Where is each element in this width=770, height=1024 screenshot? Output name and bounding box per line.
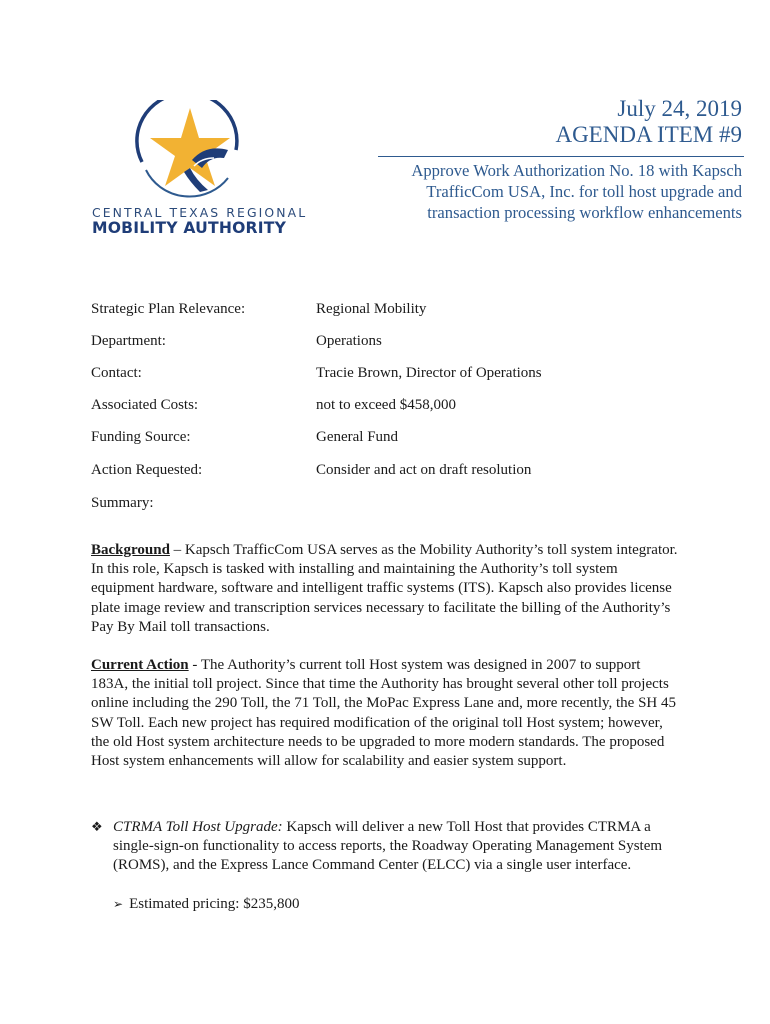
info-label: Associated Costs:	[91, 397, 199, 413]
logo-text-line2: MOBILITY AUTHORITY	[92, 219, 287, 237]
info-label: Strategic Plan Relevance:	[91, 301, 246, 317]
info-value: Tracie Brown, Director of Operations	[316, 365, 542, 381]
background-separator: –	[169, 542, 185, 558]
current-action-text: The Authority’s current toll Host system was designed in 2007 to support 183A, the initial toll project. Since that time the Authority has brought several other toll projects online including the 290 Toll, the 71 Toll, the MoPac Express Lane and, more recently, the SH 45 SW Toll. Each new project has required modification of the original toll Host system; however, the old Host system architecture needs to be upgraded to more modern standards. The proposed Host system enhancements will allow for scalability and easier system support.	[91, 657, 677, 770]
mobility-authority-logo	[92, 100, 308, 240]
info-value: General Fund	[316, 429, 399, 445]
info-label: Department:	[91, 333, 166, 349]
info-value: not to exceed $458,000	[316, 397, 456, 413]
info-label: Contact:	[91, 365, 142, 381]
info-row-strategic-plan	[91, 301, 751, 321]
info-row-contact	[91, 365, 751, 385]
diamond-bullet-icon: ❖	[91, 820, 103, 835]
bullet-body: Kapsch will deliver a new Toll Host that provides CTRMA a single-sign-on functionality to access reports, the Roadway Operating Management System (ROMS), and the Express Lance Command Center (ELCC) via a single user interface.	[113, 819, 663, 874]
current-action-separator: -	[188, 657, 201, 673]
sub-bullet-text: Estimated pricing: $235,800	[129, 896, 300, 912]
bullet-lead: CTRMA Toll Host Upgrade:	[113, 819, 283, 835]
info-row-action-requested	[91, 462, 751, 482]
info-label: Action Requested:	[91, 462, 203, 478]
estimated-pricing-sub-bullet	[113, 895, 299, 914]
info-value: Consider and act on draft resolution	[316, 462, 532, 478]
agenda-item-title: Approve Work Authorization No. 18 with Kapsch TrafficCom USA, Inc. for toll host upgrade and transaction processing workflow enhancements	[411, 161, 742, 222]
bullet-text	[113, 818, 683, 876]
current-action-heading: Current Action	[91, 657, 189, 673]
background-text: Kapsch TrafficCom USA serves as the Mobility Authority’s toll system integrator. In this role, Kapsch is tasked with installing and maintaining the Authority’s toll system equipment hardware, software and intelligent traffic systems (ITS). Kapsch also provides license plate image review and transcription services necessary to facilitate the billing of the Authority’s Pay By Mail toll transactions.	[91, 542, 678, 635]
agenda-item-number: AGENDA ITEM #9	[555, 122, 742, 147]
info-value: Operations	[316, 333, 382, 349]
meeting-date: July 24, 2019	[617, 96, 742, 121]
header-divider	[378, 156, 744, 157]
info-label: Funding Source:	[91, 429, 191, 445]
summary-label: Summary:	[91, 495, 154, 511]
info-row-funding-source	[91, 429, 751, 449]
arrow-bullet-icon: ➢	[113, 897, 124, 911]
info-row-department	[91, 333, 751, 353]
background-heading: Background	[91, 542, 170, 558]
star-logo-icon	[132, 100, 248, 200]
current-action-paragraph	[91, 656, 681, 771]
background-paragraph	[91, 541, 681, 637]
logo-text-line1: CENTRAL TEXAS REGIONAL	[92, 205, 308, 220]
info-row-associated-costs	[91, 397, 751, 417]
info-value: Regional Mobility	[316, 301, 427, 317]
